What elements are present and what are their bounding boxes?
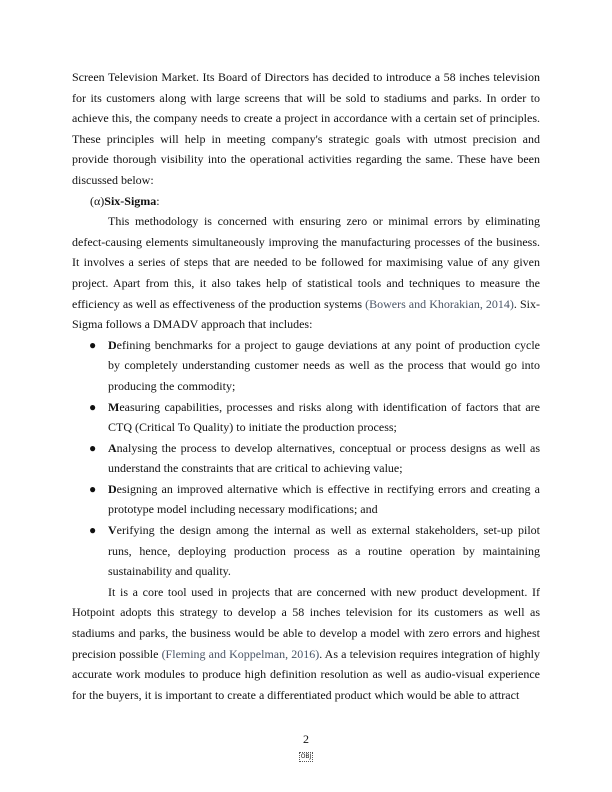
paragraph-application: [72, 582, 540, 706]
citation: (Bowers and Khorakian, 2014): [365, 296, 514, 311]
page-number: 2: [303, 732, 309, 746]
bullet-icon: ●: [89, 399, 97, 414]
bullet-icon: ●: [89, 481, 97, 496]
list-item-text: easuring capabilities, processes and risks along with identification of factors that are CTQ (Critical To Quality) to initiate the production process;: [108, 399, 540, 435]
intro-paragraph: Screen Television Market. Its Board of Directors has decided to introduce a 58 inches television for its customers along with large screens that will be sold to stadiums and parks. In order to achieve this, the company needs to create a project in accordance with a certain set of principles. These principles will help in meeting company's strategic goals with utmost precision and provide thorough visibility into the operational activities regarding the same. These have been discussed below:: [72, 70, 540, 187]
page-footer: [0, 732, 612, 762]
section-colon: :: [156, 193, 160, 208]
bullet-icon: ●: [89, 523, 97, 538]
initial-letter: D: [108, 481, 117, 496]
initial-letter: V: [108, 523, 117, 538]
list-item-text: nalysing the process to develop alternatives, conceptual or process designs as well as understand the constraints that are critical to achieving value;: [108, 440, 540, 476]
paragraph-text-end: . Six-Sigma follows a DMADV approach that includes:: [72, 296, 540, 332]
list-item: [72, 335, 540, 397]
bullet-icon: ●: [89, 337, 97, 352]
list-item: [72, 479, 540, 520]
list-item-text: esigning an improved alternative which is effective in rectifying errors and creating a prototype model including necessary modifications; and: [108, 481, 540, 517]
citation: (Fleming and Koppelman, 2016): [161, 646, 320, 661]
list-item: [72, 520, 540, 582]
section-heading: [90, 191, 540, 212]
initial-letter: D: [108, 337, 117, 352]
paragraph-six-sigma: [72, 211, 540, 335]
initial-letter: M: [108, 399, 120, 414]
list-item-text: erifying the design among the internal as well as external stakeholders, set-up pilot runs, hence, deploying production process as a routine operation by maintaining sustainability and quality.: [108, 523, 540, 579]
section-marker: (α): [90, 193, 105, 208]
paragraph-text-end: . As a television requires integration of highly accurate work modules to produce high definition resolution as well as audio-visual experience for the buyers, it is important to create a differentiated product which would be able to attract: [72, 646, 540, 702]
section-title: Six-Sigma: [104, 193, 157, 208]
list-item: [72, 438, 540, 479]
document-body: [72, 67, 540, 705]
paragraph-text: It is a core tool used in projects that are concerned with new product development. If Hotpoint adopts this strategy to develop a 58 inches television for its customers as well as stadiums and parks, the business would be able to develop a model with zero errors and highest precision possible: [72, 584, 540, 661]
list-item-text: efining benchmarks for a project to gauge deviations at any point of production cycle by completely understanding customer needs as well as the process that would go into producing the commodity;: [108, 337, 540, 393]
bullet-icon: ●: [89, 440, 97, 455]
paragraph-text: This methodology is concerned with ensuring zero or minimal errors by eliminating defect-causing elements simultaneously improving the manufacturing processes of the business. It involves a series of steps that are needed to be followed for maximising value of any given project. Apart from this, it also takes help of statistical tools and techniques to measure the efficiency as well as effectiveness of the production systems: [72, 214, 540, 311]
dmadv-list: [72, 335, 540, 582]
object-placeholder-icon: OBJ: [300, 753, 312, 760]
initial-letter: A: [108, 440, 117, 455]
list-item: [72, 397, 540, 438]
